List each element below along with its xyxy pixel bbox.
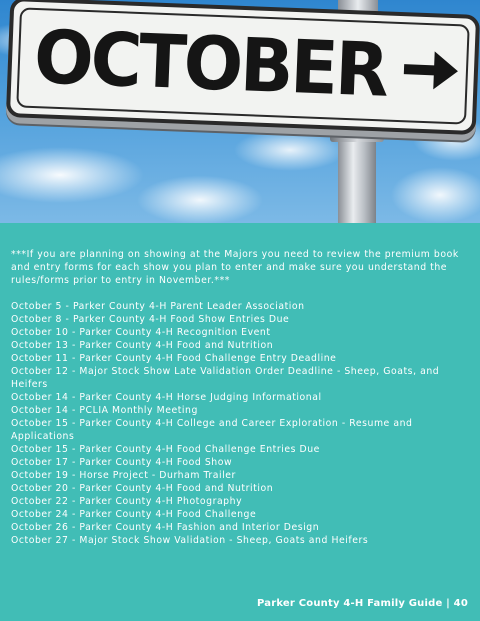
list-item: October 14 - Parker County 4-H Horse Judging Informational bbox=[11, 392, 322, 403]
list-item: October 20 - Parker County 4-H Food and Nutrition bbox=[11, 483, 274, 494]
sign-pole bbox=[338, 128, 376, 223]
list-item: October 27 - Major Stock Show Validation - Sheep, Goats and Heifers bbox=[11, 535, 369, 546]
list-item: October 22 - Parker County 4-H Photography bbox=[11, 496, 243, 507]
sign-text: OCTOBER bbox=[32, 13, 388, 114]
list-item: October 19 - Horse Project - Durham Trailer bbox=[11, 470, 236, 481]
october-sign-photo bbox=[0, 0, 480, 223]
list-item: October 15 - Parker County 4-H College and Career Exploration - Resume and Applications bbox=[11, 418, 413, 442]
list-item: October 15 - Parker County 4-H Food Challenge Entries Due bbox=[11, 444, 320, 455]
list-item: October 14 - PCLIA Monthly Meeting bbox=[11, 405, 198, 416]
right-arrow-icon bbox=[399, 44, 461, 96]
list-item: October 10 - Parker County 4-H Recognition Event bbox=[11, 327, 271, 338]
calendar-content bbox=[11, 248, 471, 547]
october-events-list bbox=[11, 300, 471, 547]
list-item: October 26 - Parker County 4-H Fashion and Interior Design bbox=[11, 522, 320, 533]
list-item: October 13 - Parker County 4-H Food and Nutrition bbox=[11, 340, 274, 351]
list-item: October 8 - Parker County 4-H Food Show Entries Due bbox=[11, 314, 290, 325]
list-item: October 12 - Major Stock Show Late Validation Order Deadline - Sheep, Goats, and Heifers bbox=[11, 366, 440, 390]
list-item: October 5 - Parker County 4-H Parent Leader Association bbox=[11, 301, 305, 312]
majors-notice: ***If you are planning on showing at the Majors you need to review the premium book and entry forms for each show you plan to enter and make sure you understand the rules/forms prior to entry in November.*** bbox=[11, 249, 459, 286]
list-item: October 11 - Parker County 4-H Food Challenge Entry Deadline bbox=[11, 353, 337, 364]
page-footer: Parker County 4-H Family Guide | 40 bbox=[257, 598, 468, 609]
street-sign bbox=[6, 0, 480, 135]
list-item: October 17 - Parker County 4-H Food Show bbox=[11, 457, 233, 468]
list-item: October 24 - Parker County 4-H Food Challenge bbox=[11, 509, 257, 520]
